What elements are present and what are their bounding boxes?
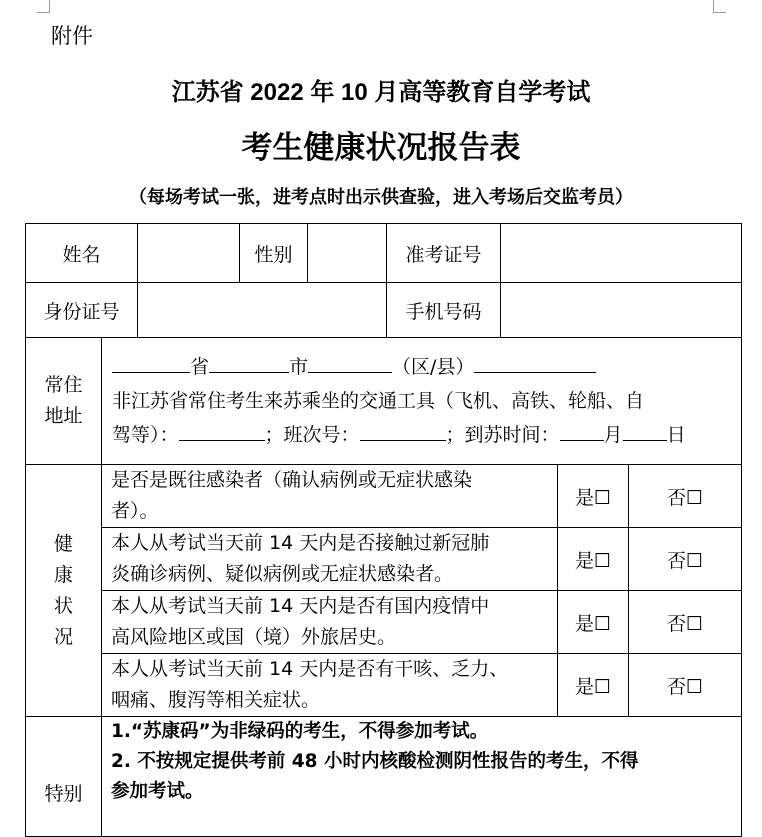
phone-label: 手机号码 (387, 283, 501, 338)
page-corner-mark-right (713, 0, 726, 13)
note-item-2-line-2: 参加考试。 (111, 781, 204, 802)
row-address (26, 338, 742, 465)
district-label: （区/县） (392, 356, 475, 378)
page-corner-mark-left (37, 0, 50, 13)
transport-line-1: 非江苏省常住考生来苏乘坐的交通工具（飞机、高铁、轮船、自 (112, 390, 645, 412)
flight-label: ；班次号： (264, 424, 360, 446)
transport-blank[interactable] (179, 420, 265, 441)
province-blank[interactable] (112, 352, 190, 373)
ticket-field[interactable] (501, 224, 742, 283)
health-label-char: 状 (53, 594, 73, 617)
question-line: 是否是既往感染者（确认病例或无症状感染 (111, 469, 473, 491)
health-question-1 (102, 465, 558, 528)
province-label: 省 (190, 356, 210, 378)
health-report-form (25, 223, 742, 837)
name-label: 姓名 (26, 224, 138, 283)
gender-field[interactable] (308, 224, 387, 283)
id-field[interactable] (138, 283, 387, 338)
health-question-row (26, 654, 742, 717)
address-label-line-1: 常住 (44, 374, 83, 396)
address-label-line-2: 地址 (44, 405, 83, 427)
title-line-1: 江苏省 2022 年 10 月高等教育自学考试 (171, 79, 591, 106)
question-line: 者）。 (111, 500, 159, 522)
ticket-label: 准考证号 (387, 224, 501, 283)
arrival-label: ；到苏时间： (445, 424, 560, 446)
attachment-label: 附件 (51, 24, 93, 48)
transport-prefix: 驾等）： (112, 424, 179, 446)
no-checkbox[interactable]: 否☐ (629, 465, 742, 528)
no-checkbox[interactable]: 否☐ (629, 528, 742, 591)
yes-checkbox[interactable]: 是☐ (558, 591, 629, 654)
no-checkbox[interactable]: 否☐ (629, 654, 742, 717)
row-id-phone (26, 283, 742, 338)
id-label: 身份证号 (26, 283, 138, 338)
health-question-3 (102, 591, 558, 654)
name-field[interactable] (138, 224, 240, 283)
question-line: 咽痛、腹泻等相关症状。 (111, 689, 321, 711)
no-checkbox[interactable]: 否☐ (629, 591, 742, 654)
district-blank[interactable] (308, 352, 392, 373)
question-line: 高风险地区或国（境）外旅居史。 (111, 626, 397, 648)
city-label: 市 (289, 356, 309, 378)
month-label: 月 (603, 424, 623, 446)
question-line: 本人从考试当天前 14 天内是否接触过新冠肺 (111, 532, 490, 554)
health-question-row (26, 528, 742, 591)
health-label (26, 465, 102, 717)
health-question-row (26, 591, 742, 654)
health-label-char: 健 (53, 532, 73, 555)
yes-checkbox[interactable]: 是☐ (558, 465, 629, 528)
yes-checkbox[interactable]: 是☐ (558, 654, 629, 717)
health-question-4 (102, 654, 558, 717)
flight-blank[interactable] (360, 420, 446, 441)
address-label (26, 338, 102, 465)
phone-field[interactable] (501, 283, 742, 338)
health-question-row (26, 465, 742, 528)
street-blank[interactable] (474, 352, 596, 373)
note-item-2-line-1: 2. 不按规定提供考前 48 小时内核酸检测阴性报告的考生，不得 (111, 751, 639, 772)
question-line: 本人从考试当天前 14 天内是否有国内疫情中 (111, 595, 490, 617)
question-line: 本人从考试当天前 14 天内是否有干咳、乏力、 (111, 658, 509, 680)
city-blank[interactable] (209, 352, 289, 373)
address-line (112, 350, 733, 384)
yes-checkbox[interactable]: 是☐ (558, 528, 629, 591)
note-item-1: 1.“苏康码”为非绿码的考生，不得参加考试。 (111, 721, 489, 742)
day-blank[interactable] (623, 420, 667, 441)
notes-label: 特别 (26, 717, 102, 837)
row-notes (26, 717, 742, 837)
row-basic-info (26, 224, 742, 283)
day-label: 日 (666, 424, 686, 446)
health-question-2 (102, 528, 558, 591)
health-label-char: 况 (53, 625, 73, 648)
notes-content (102, 717, 742, 837)
gender-label: 性别 (240, 224, 308, 283)
health-label-char: 康 (53, 563, 73, 586)
question-line: 炎确诊病例、疑似病例或无症状感染者。 (111, 563, 454, 585)
transport-line-2 (112, 418, 733, 452)
month-blank[interactable] (560, 420, 604, 441)
address-field[interactable] (102, 338, 742, 465)
title-line-2: 考生健康状况报告表 (241, 130, 521, 166)
subtitle: （每场考试一张，进考点时出示供查验，进入考场后交监考员） (129, 187, 633, 208)
